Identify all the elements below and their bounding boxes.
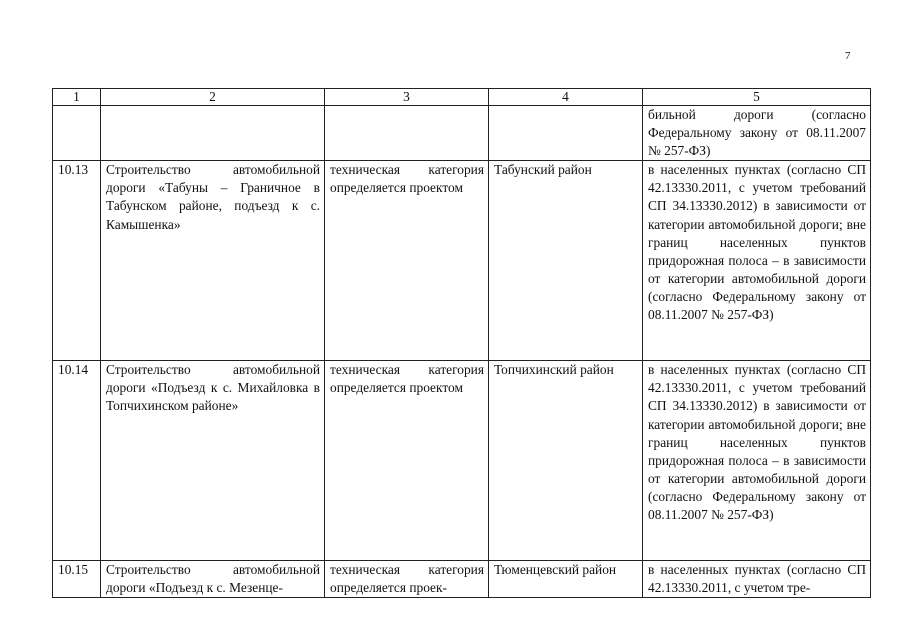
column-header: 2 [101, 89, 325, 106]
table-cell-district: Тюменцевский район [489, 561, 643, 598]
table-cell-zone: в населенных пунктах (согласно СП 42.13330.2011, с учетом требований СП 34.13330.2012) в зависимости от категории автомобильной дороги; вне границ населенных пунктов придорожная полоса – в зависимости от категории автомобильной дороги (согласно Федеральному закону от 08.11.2007 № 257-ФЗ) [643, 361, 871, 561]
table-cell-category: техническая категория определяется проек- [325, 561, 489, 598]
table-cell-category: техническая категория определяется проектом [325, 161, 489, 361]
column-header: 5 [643, 89, 871, 106]
table-cell-zone: бильной дороги (согласно Федеральному закону от 08.11.2007 № 257-ФЗ) [643, 106, 871, 161]
table-row [53, 361, 871, 561]
table-cell-object: Строительство автомобильной дороги «Табуны – Граничное в Табунском районе, подъезд к с. Камышенка» [101, 161, 325, 361]
column-header: 1 [53, 89, 101, 106]
table-cell-district: Табунский район [489, 161, 643, 361]
table-row [53, 161, 871, 361]
table-cell-district: Топчихинский район [489, 361, 643, 561]
table-cell [101, 106, 325, 161]
table-cell-object: Строительство автомобильной дороги «Подъезд к с. Михайловка в Топчихинском районе» [101, 361, 325, 561]
table-cell-zone: в населенных пунктах (согласно СП 42.13330.2011, с учетом тре- [643, 561, 871, 598]
regulation-table [52, 88, 871, 598]
table-cell [489, 106, 643, 161]
table-cell-num: 10.14 [53, 361, 101, 561]
table-cell-num: 10.15 [53, 561, 101, 598]
table-cell-zone: в населенных пунктах (согласно СП 42.13330.2011, с учетом требований СП 34.13330.2012) в зависимости от категории автомобильной дороги; вне границ населенных пунктов придорожная полоса – в зависимости от категории автомобильной дороги (согласно Федеральному закону от 08.11.2007 № 257-ФЗ) [643, 161, 871, 361]
continuation-row [53, 106, 871, 161]
table-cell [325, 106, 489, 161]
page-number: 7 [845, 50, 851, 62]
column-header: 3 [325, 89, 489, 106]
table-header-row [53, 89, 871, 106]
table-cell-num: 10.13 [53, 161, 101, 361]
table-cell-object: Строительство автомобильной дороги «Подъезд к с. Мезенце- [101, 561, 325, 598]
table-cell-category: техническая категория определяется проектом [325, 361, 489, 561]
column-header: 4 [489, 89, 643, 106]
table-row [53, 561, 871, 598]
table-cell [53, 106, 101, 161]
